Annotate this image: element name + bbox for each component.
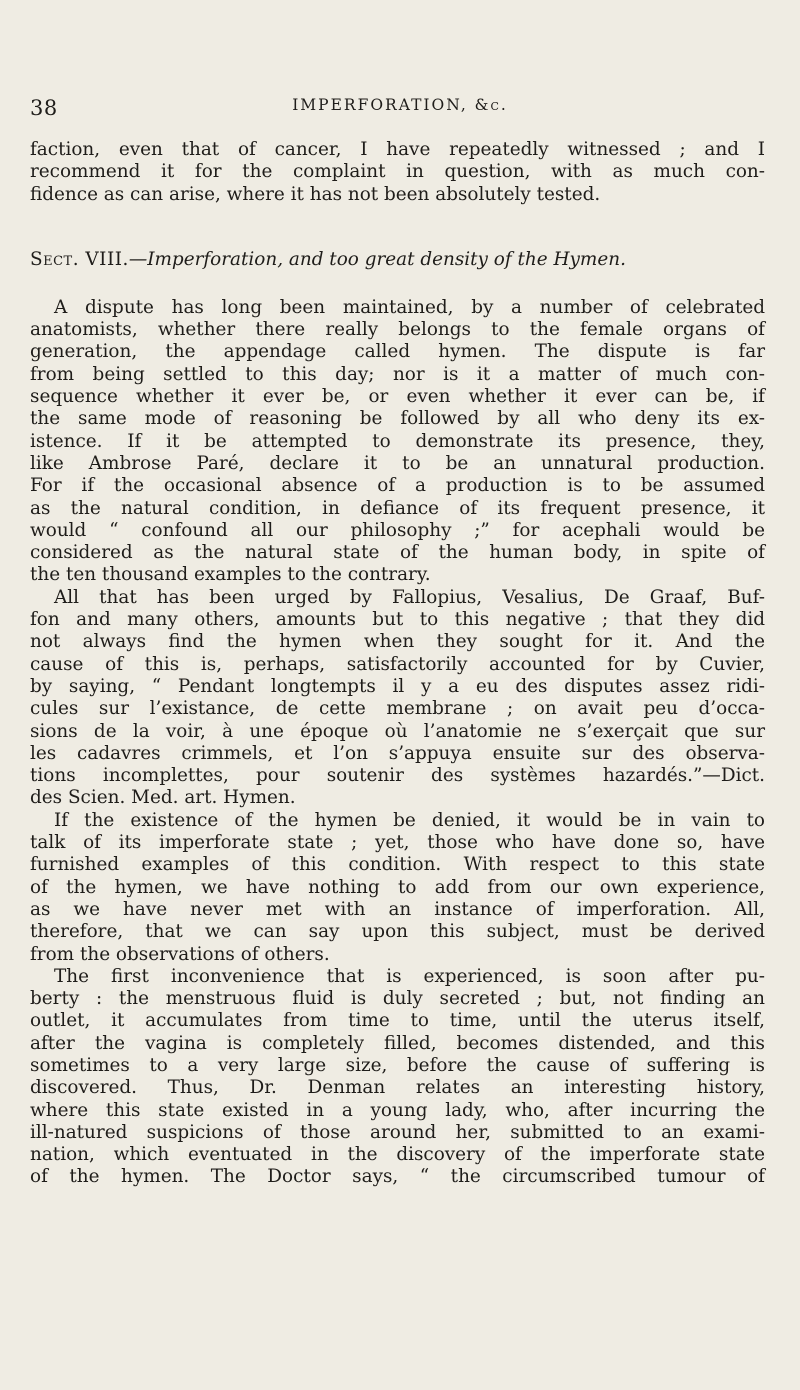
running-head [30,86,770,120]
paragraph-dispute [30,297,765,587]
text-line: of the hymen, we have nothing to add from our own experience, [30,876,765,898]
running-head-title: IMPERFORATION, &c. [292,96,508,114]
text-line: discovered. Thus, Dr. Denman relates an interesting history, [30,1077,765,1099]
text-line: sequence whether it ever be, or even whether it ever can be, if [30,386,765,408]
section-label: Sect. VIII. [30,248,129,270]
page-number: 38 [30,96,58,120]
text-line: anatomists, whether there really belongs to the female organs of [30,319,765,341]
paragraph-inconvenience [30,966,765,1189]
text-line: would “ confound all our philosophy ;” for acephali would be [30,519,765,541]
text-line: cules sur l’existance, de cette membrane ; on avait peu d’occa- [30,698,765,720]
text-line: like Ambrose Paré, declare it to be an unnatural production. [30,452,765,474]
text-line: A dispute has long been maintained, by a number of celebrated [54,296,765,318]
text-line: generation, the appendage called hymen. The dispute is far [30,341,765,363]
text-line: sometimes to a very large size, before the cause of suffering is [30,1054,765,1076]
text-line: sions de la voir, à une époque où l’anatomie ne s’exerçait que sur [30,720,765,742]
text-line: If the existence of the hymen be denied, it would be in vain to [54,809,765,831]
text-line: tions incomplettes, pour soutenir des systèmes hazardés.”—Dict. [30,765,765,787]
text-line: of the hymen. The Doctor says, “ the circumscribed tumour of [30,1166,765,1188]
text-line: fidence as can arise, where it has not been absolutely tested. [30,183,601,205]
text-line: cause of this is, perhaps, satisfactorily accounted for by Cuvier, [30,653,765,675]
text-line: recommend it for the complaint in question, with as much con- [30,161,765,183]
text-line: For if the occasional absence of a production is to be assumed [30,475,765,497]
text-line: outlet, it accumulates from time to time, until the uterus itself, [30,1010,765,1032]
text-line: les cadavres crimmels, et l’on s’appuya ensuite sur des observa- [30,742,765,764]
text-line: the same mode of reasoning be followed by all who deny its ex- [30,408,765,430]
text-line: des Scien. Med. art. Hymen. [30,787,296,809]
text-line: therefore, that we can say upon this subject, must be derived [30,921,765,943]
text-line: nation, which eventuated in the discovery of the imperforate state [30,1144,765,1166]
text-line: berty : the menstruous fluid is duly secreted ; but, not finding an [30,988,765,1010]
text-line: The first inconvenience that is experienced, is soon after pu- [54,965,765,987]
page-body [30,139,765,1189]
text-line: as we have never met with an instance of imperforation. All, [30,898,765,920]
text-line: not always find the hymen when they sought for it. And the [30,631,765,653]
text-line: istence. If it be attempted to demonstrate its presence, they, [30,430,765,452]
text-line: talk of its imperforate state ; yet, those who have done so, have [30,832,765,854]
text-line: after the vagina is completely filled, becomes distended, and this [30,1032,765,1054]
continuation-paragraph [30,139,765,206]
text-line: from the observations of others. [30,943,330,965]
text-line: the ten thousand examples to the contrary. [30,564,431,586]
text-line: considered as the natural state of the human body, in spite of [30,542,765,564]
paragraph-existence [30,810,765,966]
text-line: fon and many others, amounts but to this negative ; that they did [30,609,765,631]
text-line: All that has been urged by Fallopius, Vesalius, De Graaf, Buf- [54,586,765,608]
section-title: —Imperforation, and too great density of the Hymen. [128,248,626,270]
text-line: by saying, “ Pendant longtempts il y a eu des disputes assez ridi- [30,675,765,697]
text-line: ill-natured suspicions of those around her, submitted to an exami- [30,1121,765,1143]
text-line: as the natural condition, in defiance of its frequent presence, it [30,497,765,519]
section-heading [30,249,765,271]
paragraph-fallopius [30,587,765,810]
text-line: from being settled to this day; nor is it a matter of much con- [30,363,765,385]
text-line: faction, even that of cancer, I have repeatedly witnessed ; and I [30,139,765,160]
text-line: furnished examples of this condition. With respect to this state [30,854,765,876]
text-line: where this state existed in a young lady, who, after incurring the [30,1099,765,1121]
